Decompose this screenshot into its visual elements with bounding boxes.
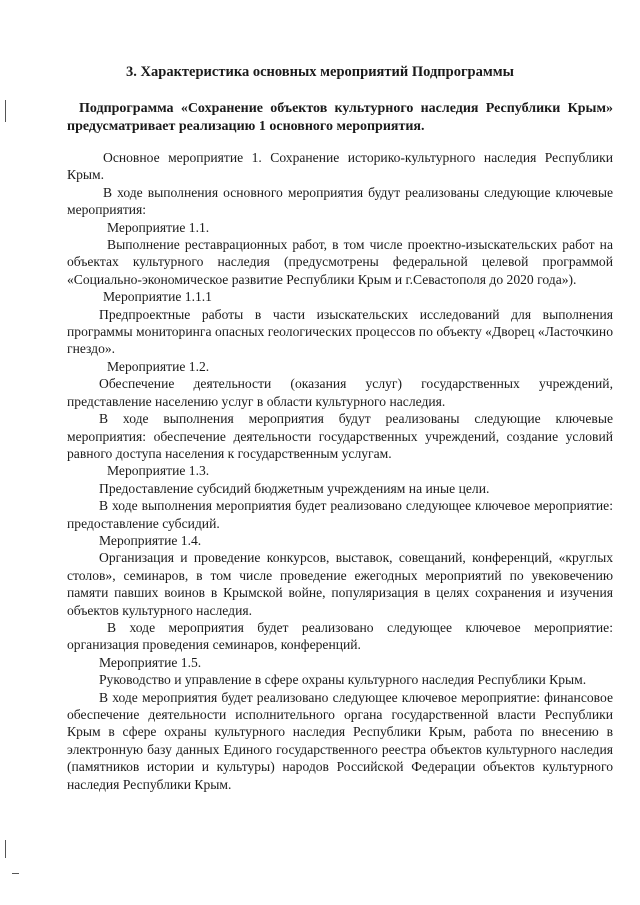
paragraph: Предпроектные работы в части изыскательских исследований для выполнения программы мониторинга опасных геологических процессов по объекту «Дворец «Ласточкино гнездо».	[67, 306, 613, 357]
scan-margin-mark	[5, 100, 6, 122]
paragraph: В ходе выполнения мероприятия будет реализовано следующее ключевое мероприятие: предоставление субсидий.	[67, 498, 613, 531]
paragraph: Выполнение реставрационных работ, в том числе проектно-изыскательских работ на объектах культурного наследия (предусмотрены федеральной целевой программой «Социально-экономическое развитие Республики Крым и г.Севастополя до 2020 года»).	[67, 237, 613, 287]
paragraph: Мероприятие 1.4.	[99, 532, 202, 548]
paragraph: Руководство и управление в сфере охраны культурного наследия Республики Крым.	[99, 672, 587, 688]
paragraph: Мероприятие 1.5.	[99, 654, 202, 670]
paragraph: В ходе мероприятия будет реализовано следующее ключевое мероприятие: финансовое обеспечение деятельности исполнительного органа государственной власти Республики Крым в сфере охраны культурного наследия Республики Крым, работа по внесению в электронную базу данных Единого государственного реестра объектов культурного наследия (памятников истории и культуры) народов Российской Федерации объектов культурного наследия Республики Крым.	[67, 689, 613, 792]
paragraph: В ходе выполнения основного мероприятия будут реализованы следующие ключевые мероприятия:	[67, 184, 613, 218]
section-heading: 3. Характеристика основных мероприятий Подпрограммы	[126, 64, 514, 80]
paragraph: В ходе выполнения мероприятия будут реализованы следующие ключевые мероприятия: обеспечение деятельности государственных учреждений, создание условий равного доступа населения к государственным услугам.	[67, 411, 613, 461]
paragraph: Мероприятие 1.2.	[107, 358, 210, 374]
paragraph: Мероприятие 1.1.	[107, 219, 210, 235]
section-body	[67, 149, 613, 793]
paragraph: В ходе мероприятия будет реализовано следующее ключевое мероприятие: организация проведения семинаров, конференций.	[67, 619, 613, 653]
paragraph: Мероприятие 1.1.1	[103, 289, 212, 305]
scan-margin-mark	[12, 873, 19, 874]
paragraph: Основное мероприятие 1. Сохранение историко-культурного наследия Республики Крым.	[67, 150, 613, 183]
paragraph: Предоставление субсидий бюджетным учреждениям на иные цели.	[99, 480, 490, 496]
paragraph: Организация и проведение конкурсов, выставок, совещаний, конференций, «круглых столов», семинаров, в том числе проведение ежегодных мероприятий по увековечению памяти павших воинов в Крымской войне, популяризация в целях сохранения и изучения объектов культурного наследия.	[67, 550, 613, 618]
paragraph: Мероприятие 1.3.	[107, 463, 210, 479]
subprogram-intro: Подпрограмма «Сохранение объектов культурного наследия Республики Крым» предусматривает реализацию 1 основного мероприятия.	[67, 101, 613, 134]
paragraph: Обеспечение деятельности (оказания услуг) государственных учреждений, представление населению услуг в области культурного наследия.	[67, 376, 613, 409]
scan-margin-mark	[5, 840, 6, 858]
